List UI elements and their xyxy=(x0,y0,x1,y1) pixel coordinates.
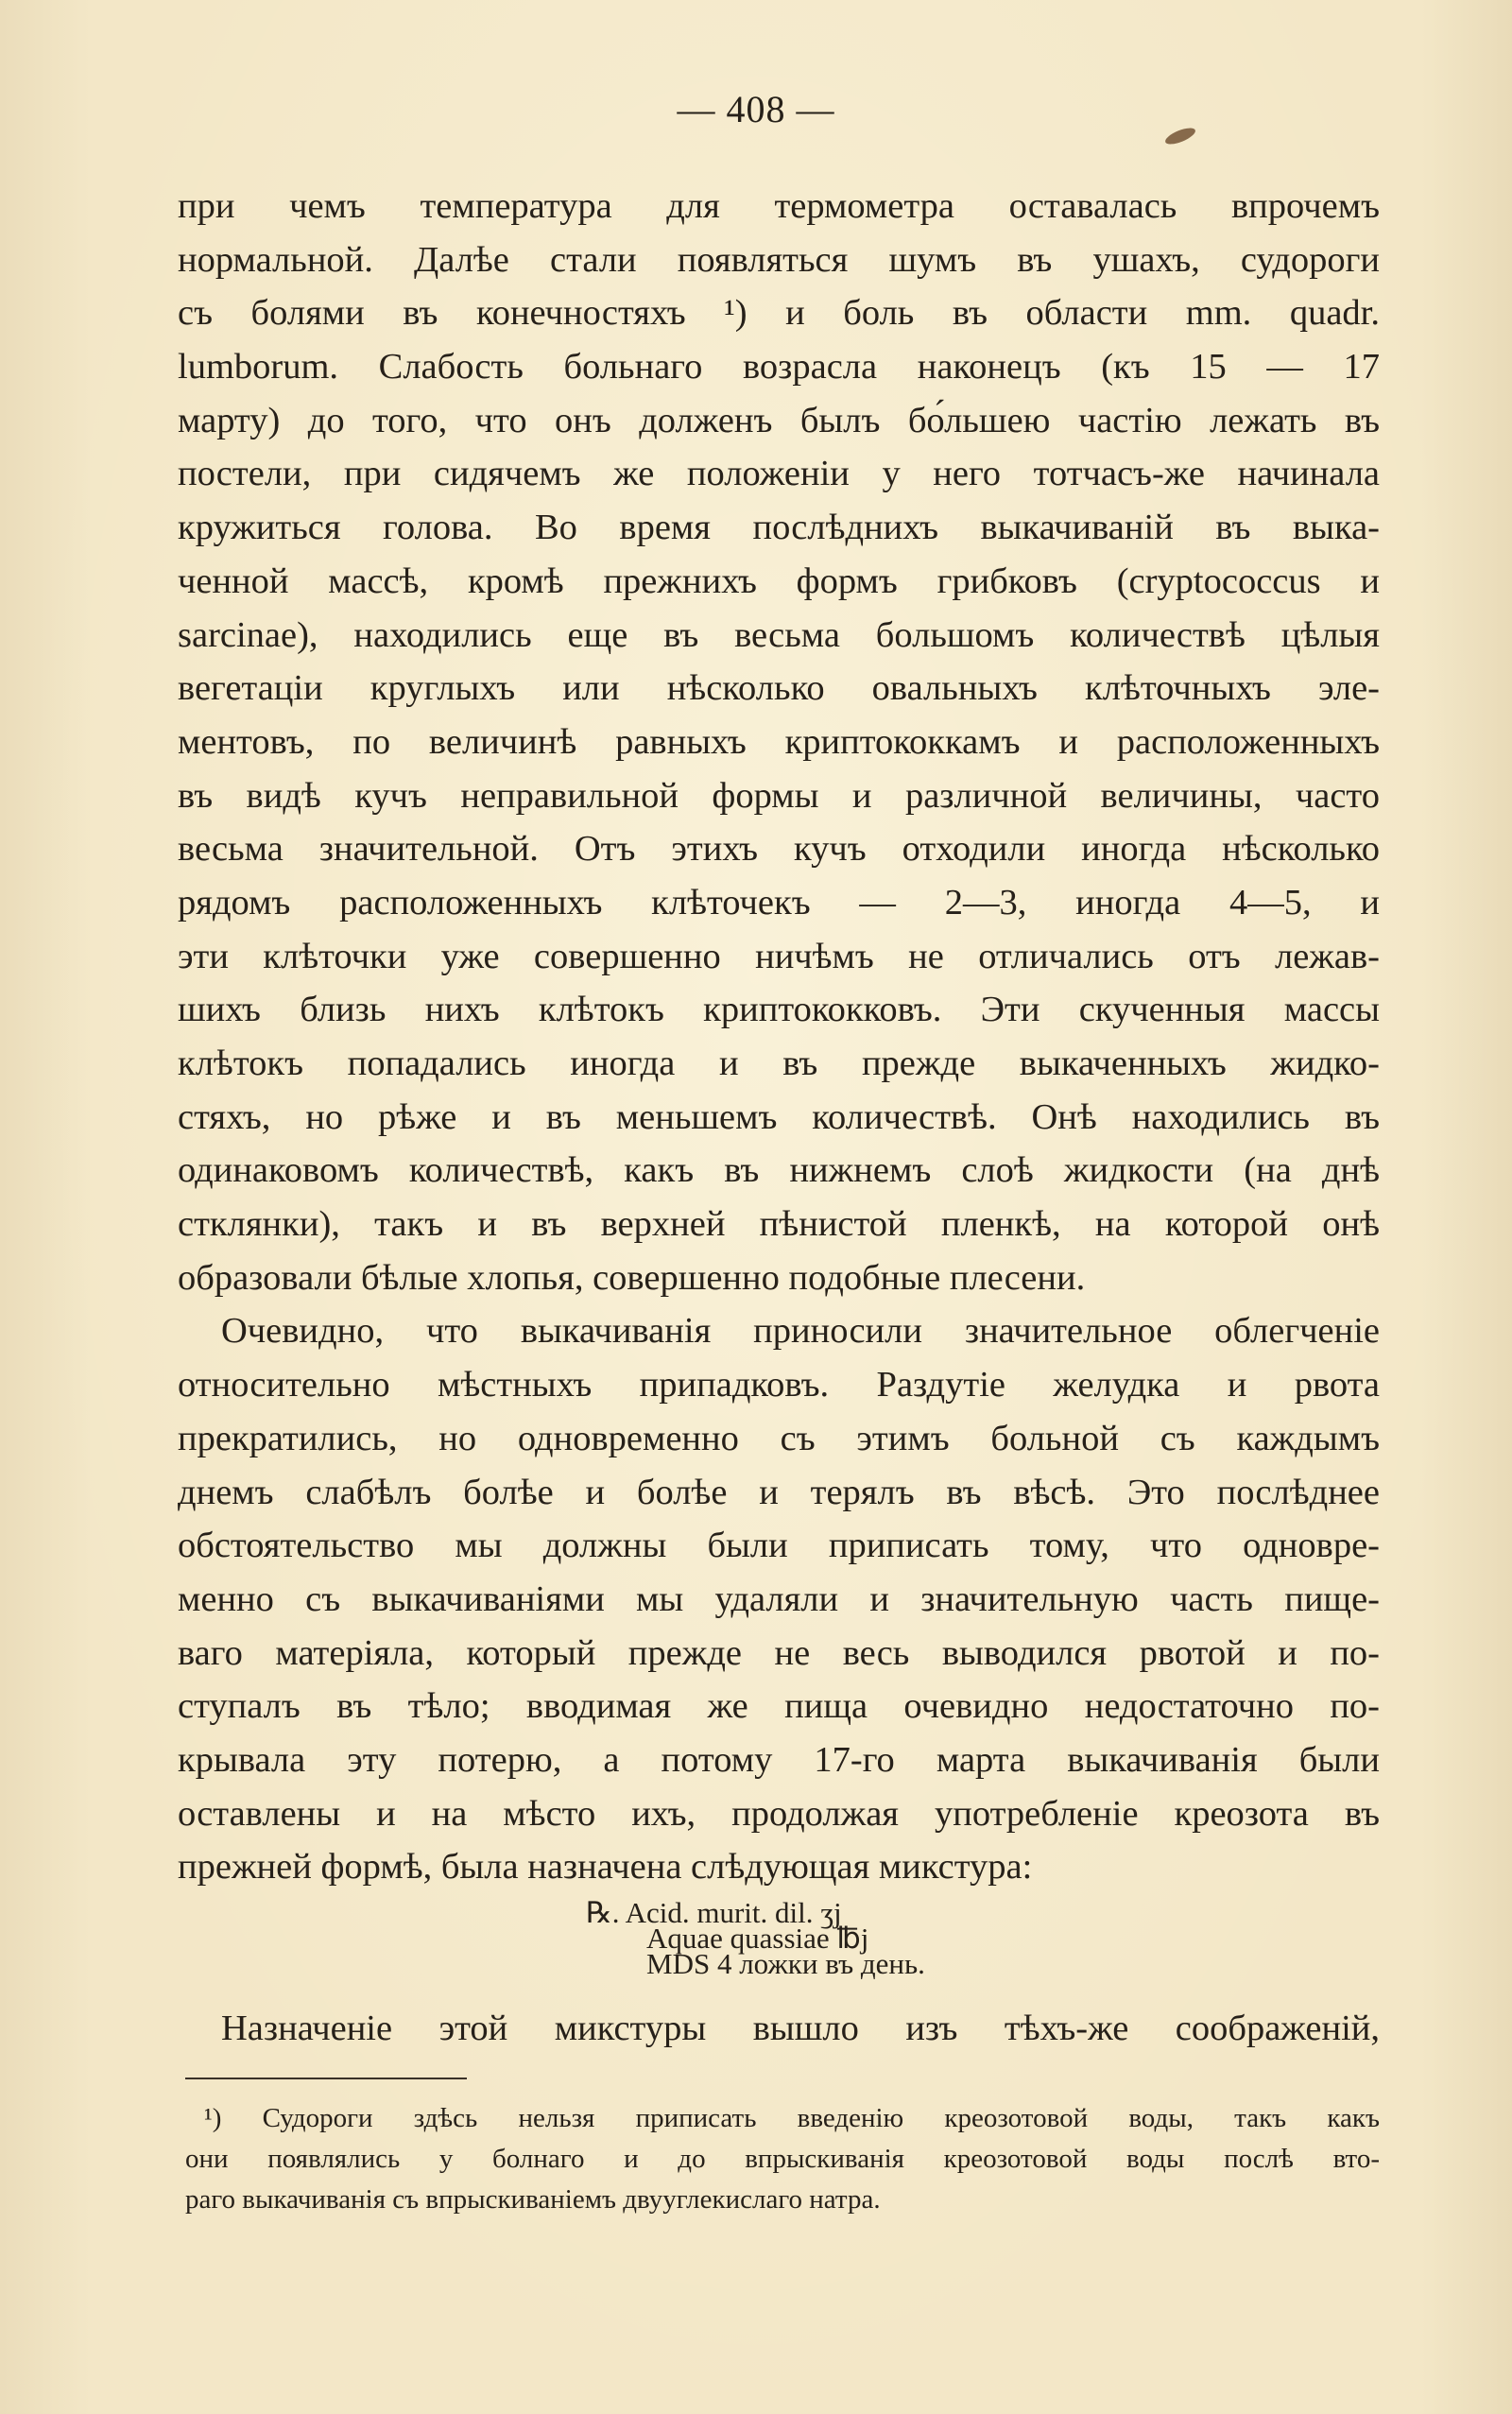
prescription xyxy=(586,1896,925,1980)
footnote-line: они появлялись у болнаго и до впрыскиванія креозотовой воды послѣ вто- xyxy=(185,2144,1380,2174)
text-line: одинаковомъ количествѣ, какъ въ нижнемъ слоѣ жидкости (на днѣ xyxy=(178,1150,1380,1191)
paragraph-start-line: Назначеніе этой микстуры вышло изъ тѣхъ-же соображеній, xyxy=(221,2009,1380,2048)
text-line: нормальной. Далѣе стали появляться шумъ въ ушахъ, судороги xyxy=(178,239,1380,280)
text-line: постели, при сидячемъ же положеніи у него тотчасъ-же начинала xyxy=(178,454,1380,494)
text-line: въ видѣ кучъ неправильной формы и различной величины, часто xyxy=(178,775,1380,816)
text-line: кружиться голова. Во время послѣднихъ выкачиваній въ выка- xyxy=(178,508,1380,548)
page-number: — 408 — xyxy=(677,88,835,130)
text-line: lumborum. Слабость больнаго возрасла наконецъ (къ 15 — 17 xyxy=(178,347,1380,388)
text-line: обстоятельство мы должны были приписать тому, что одновре- xyxy=(178,1526,1380,1566)
text-line: стяхъ, но рѣже и въ меньшемъ количествѣ. Онѣ находились въ xyxy=(178,1096,1380,1137)
text-line: менно съ выкачиваніями мы удаляли и значительную часть пище- xyxy=(178,1578,1380,1619)
text-line: sarcinae), находились еще въ весьма большомъ количествѣ цѣлыя xyxy=(178,614,1380,655)
text-line: эти клѣточки уже совершенно ничѣмъ не отличались отъ лежав- xyxy=(178,936,1380,976)
text-line: оставлены и на мѣсто ихъ, продолжая употребленіе креозота въ xyxy=(178,1793,1380,1834)
prescription-line: ℞. Acid. murit. dil. ʒj xyxy=(586,1896,842,1929)
text-line: рядомъ расположенныхъ клѣточекъ — 2—3, иногда 4—5, и xyxy=(178,882,1380,922)
prescription-line: Aquae quassiae ℔j xyxy=(646,1922,869,1955)
footnote-line: раго выкачиванія съ впрыскиваніемъ двууглекислаго натра. xyxy=(185,2184,881,2215)
footnote xyxy=(185,2098,1380,2220)
footnote-divider xyxy=(185,2078,467,2079)
text-line: ступалъ въ тѣло; вводимая же пища очевидно недостаточно по- xyxy=(178,1686,1380,1727)
text-line: относительно мѣстныхъ припадковъ. Раздутіе желудка и рвота xyxy=(178,1365,1380,1405)
text-line: прекратились, но одновременно съ этимъ больной съ каждымъ xyxy=(178,1418,1380,1458)
text-line: марту) до того, что онъ долженъ былъ бо́льшею частію лежать въ xyxy=(178,400,1380,440)
text-line: днемъ слабѣлъ болѣе и болѣе и терялъ въ вѣсѣ. Это послѣднее xyxy=(178,1472,1380,1512)
text-line: клѣтокъ попадались иногда и въ прежде выкаченныхъ жидко- xyxy=(178,1043,1380,1083)
paragraph-start-line: Очевидно, что выкачиванія приносили значительное облегченіе xyxy=(221,1311,1380,1352)
text-line: образовали бѣлые хлопья, совершенно подобные плесени. xyxy=(178,1257,1086,1298)
text-line: весьма значительной. Отъ этихъ кучъ отходили иногда нѣсколько xyxy=(178,829,1380,870)
main-text xyxy=(178,180,1380,1894)
continuation-text xyxy=(178,2002,1380,2056)
prescription-line: MDS 4 ложки въ день. xyxy=(646,1947,925,1980)
footnote-line: ¹) Судороги здѣсь нельзя приписать введенію креозотовой воды, такъ какъ xyxy=(204,2103,1380,2133)
text-line: вегетаціи круглыхъ или нѣсколько овальныхъ клѣточныхъ эле- xyxy=(178,668,1380,709)
text-line: крывала эту потерю, а потому 17-го марта выкачиванія были xyxy=(178,1739,1380,1780)
text-line: ментовъ, по величинѣ равныхъ криптококкамъ и расположенныхъ xyxy=(178,721,1380,762)
text-line: съ болями въ конечностяхъ ¹) и боль въ области mm. quadr. xyxy=(178,293,1380,334)
text-line: стклянки), такъ и въ верхней пѣнистой пленкѣ, на которой онѣ xyxy=(178,1204,1380,1245)
text-line: ваго матеріяла, который прежде не весь выводился рвотой и по- xyxy=(178,1632,1380,1673)
text-line: ченной массѣ, кромѣ прежнихъ формъ грибковъ (cryptococcus и xyxy=(178,560,1380,601)
text-line: при чемъ температура для термометра оставалась впрочемъ xyxy=(178,186,1380,226)
text-line: шихъ близь нихъ клѣтокъ криптококковъ. Эти скученныя массы xyxy=(178,990,1380,1030)
text-line: прежней формѣ, была назначена слѣдующая микстура: xyxy=(178,1847,1033,1888)
